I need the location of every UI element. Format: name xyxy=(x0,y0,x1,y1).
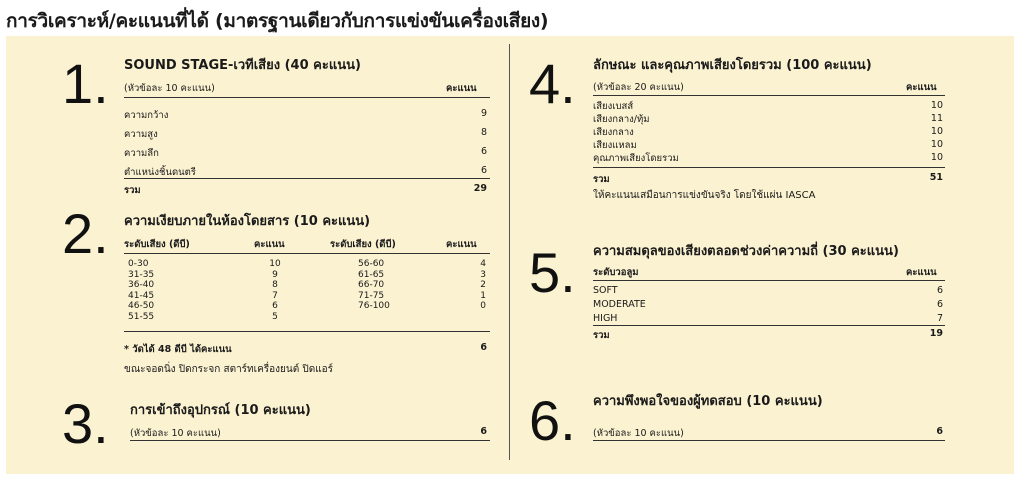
level-range: 46-50 xyxy=(128,301,155,311)
section-5-title: ความสมดุลของเสียงตลอดช่วงค่าความถี่ (30 คะแนน) xyxy=(593,244,899,259)
list-item: เสียงกลาง/ทุ้ม xyxy=(593,114,650,125)
list-item-score: 6 xyxy=(936,285,943,296)
list-item-score: 9 xyxy=(480,108,487,119)
level-score: 5 xyxy=(272,311,278,322)
section-4-total-label: รวม xyxy=(593,174,610,185)
list-item: ตำแหน่งชิ้นดนตรี xyxy=(124,167,196,178)
divider xyxy=(593,95,945,96)
list-item-score: 10 xyxy=(930,126,943,137)
list-item-score: 10 xyxy=(930,152,943,163)
level-range: 76-100 xyxy=(358,301,390,311)
section-5-number: 5. xyxy=(529,241,576,304)
divider xyxy=(124,331,490,332)
list-item: HIGH xyxy=(593,313,618,324)
page-title: การวิเคราะห์/คะแนนที่ได้ (มาตรฐานเดียวกับการแข่งขันเครื่องเสียง) xyxy=(6,10,549,32)
section-4-note: ให้คะแนนเสมือนการแข่งขันจริง โดยใช้แผ่น IASCA xyxy=(593,190,816,201)
level-score: 2 xyxy=(480,280,486,290)
level-score-list xyxy=(268,259,282,322)
divider xyxy=(593,167,945,168)
divider xyxy=(130,440,490,441)
level-range: 41-45 xyxy=(128,290,155,301)
section-4-score-header: คะแนน xyxy=(906,82,937,93)
section-1-number: 1. xyxy=(62,52,109,115)
level-range: 66-70 xyxy=(358,280,385,290)
level-score: 10 xyxy=(269,259,281,269)
list-item: ความสูง xyxy=(124,129,158,140)
level-score: 4 xyxy=(480,259,486,269)
section-5-level-header: ระดับวอลูม xyxy=(593,267,639,278)
section-6-number: 6. xyxy=(529,389,576,452)
divider xyxy=(593,325,945,326)
section-3-number: 3. xyxy=(62,392,109,455)
divider xyxy=(124,97,490,98)
column-divider xyxy=(509,44,510,460)
level-score-list-2 xyxy=(472,259,486,312)
list-item-score: 6 xyxy=(480,146,487,157)
list-item: คุณภาพเสียงโดยรวม xyxy=(593,153,679,164)
section-2-title: ความเงียบภายในห้องโดยสาร (10 คะแนน) xyxy=(124,214,371,229)
level-range: 0-30 xyxy=(128,259,149,269)
section-2-result: 6 xyxy=(480,342,487,353)
list-item-score: 6 xyxy=(936,299,943,310)
section-5-total: 19 xyxy=(929,328,943,339)
list-item: ความกว้าง xyxy=(124,110,169,121)
section-1-total-label: รวม xyxy=(124,185,141,196)
section-1-subheader: (หัวข้อละ 10 คะแนน) xyxy=(124,83,215,94)
section-3-score: 6 xyxy=(480,426,487,437)
list-item: เสียงแหลม xyxy=(593,140,637,151)
level-score: 6 xyxy=(272,301,278,311)
list-item: SOFT xyxy=(593,285,618,296)
section-4-number: 4. xyxy=(529,52,576,115)
list-item-score: 10 xyxy=(930,139,943,150)
section-2-result-label: * วัดได้ 48 ดีบี ได้คะแนน xyxy=(124,344,232,355)
divider xyxy=(593,280,945,281)
list-item: MODERATE xyxy=(593,299,646,310)
section-1-title: SOUND STAGE-เวทีเสียง (40 คะแนน) xyxy=(124,58,361,73)
section-2-level-header-2: ระดับเสียง (ดีบี) xyxy=(330,239,396,250)
level-range: 61-65 xyxy=(358,269,385,280)
list-item: ความลึก xyxy=(124,148,159,159)
section-5-total-label: รวม xyxy=(593,330,610,341)
list-item-score: 6 xyxy=(480,165,487,176)
list-item: เสียงเบสส์ xyxy=(593,101,634,112)
section-6-subheader: (หัวข้อละ 10 คะแนน) xyxy=(593,428,684,439)
level-range: 31-35 xyxy=(128,269,155,280)
section-6-title: ความพึงพอใจของผู้ทดสอบ (10 คะแนน) xyxy=(593,394,823,409)
level-score: 1 xyxy=(480,290,486,301)
section-1-total: 29 xyxy=(473,183,487,194)
level-range: 51-55 xyxy=(128,311,155,322)
section-5-score-header: คะแนน xyxy=(906,267,937,278)
section-3-title: การเข้าถึงอุปกรณ์ (10 คะแนน) xyxy=(130,403,311,418)
section-2-score-header-2: คะแนน xyxy=(446,239,477,250)
level-score: 8 xyxy=(272,280,278,290)
level-score: 7 xyxy=(272,290,278,301)
list-item-score: 11 xyxy=(930,113,943,124)
section-6-score: 6 xyxy=(936,426,943,437)
section-2-number: 2. xyxy=(62,202,109,265)
level-range: 56-60 xyxy=(358,259,385,269)
divider xyxy=(124,253,490,254)
level-range-list xyxy=(128,259,154,322)
section-4-subheader: (หัวข้อละ 20 คะแนน) xyxy=(593,82,684,93)
list-item-score: 10 xyxy=(930,100,943,111)
level-score: 9 xyxy=(272,269,278,280)
section-2-score-header: คะแนน xyxy=(254,239,285,250)
level-range: 36-40 xyxy=(128,280,155,290)
level-range-list-2 xyxy=(358,259,390,312)
level-range: 71-75 xyxy=(358,290,385,301)
section-3-subheader: (หัวข้อละ 10 คะแนน) xyxy=(130,428,221,439)
level-score: 0 xyxy=(480,301,486,311)
list-item: เสียงกลาง xyxy=(593,127,634,138)
section-2-level-header: ระดับเสียง (ดีบี) xyxy=(124,239,190,250)
list-item-score: 7 xyxy=(936,313,943,324)
section-4-title: ลักษณะ และคุณภาพเสียงโดยรวม (100 คะแนน) xyxy=(593,58,872,73)
divider xyxy=(124,178,490,179)
level-score: 3 xyxy=(480,269,486,280)
section-4-total: 51 xyxy=(929,172,943,183)
divider xyxy=(593,440,945,441)
section-1-score-header: คะแนน xyxy=(446,83,477,94)
list-item-score: 8 xyxy=(480,127,487,138)
section-2-note: ขณะจอดนิ่ง ปิดกระจก สตาร์ทเครื่องยนต์ ปิดแอร์ xyxy=(124,364,334,375)
